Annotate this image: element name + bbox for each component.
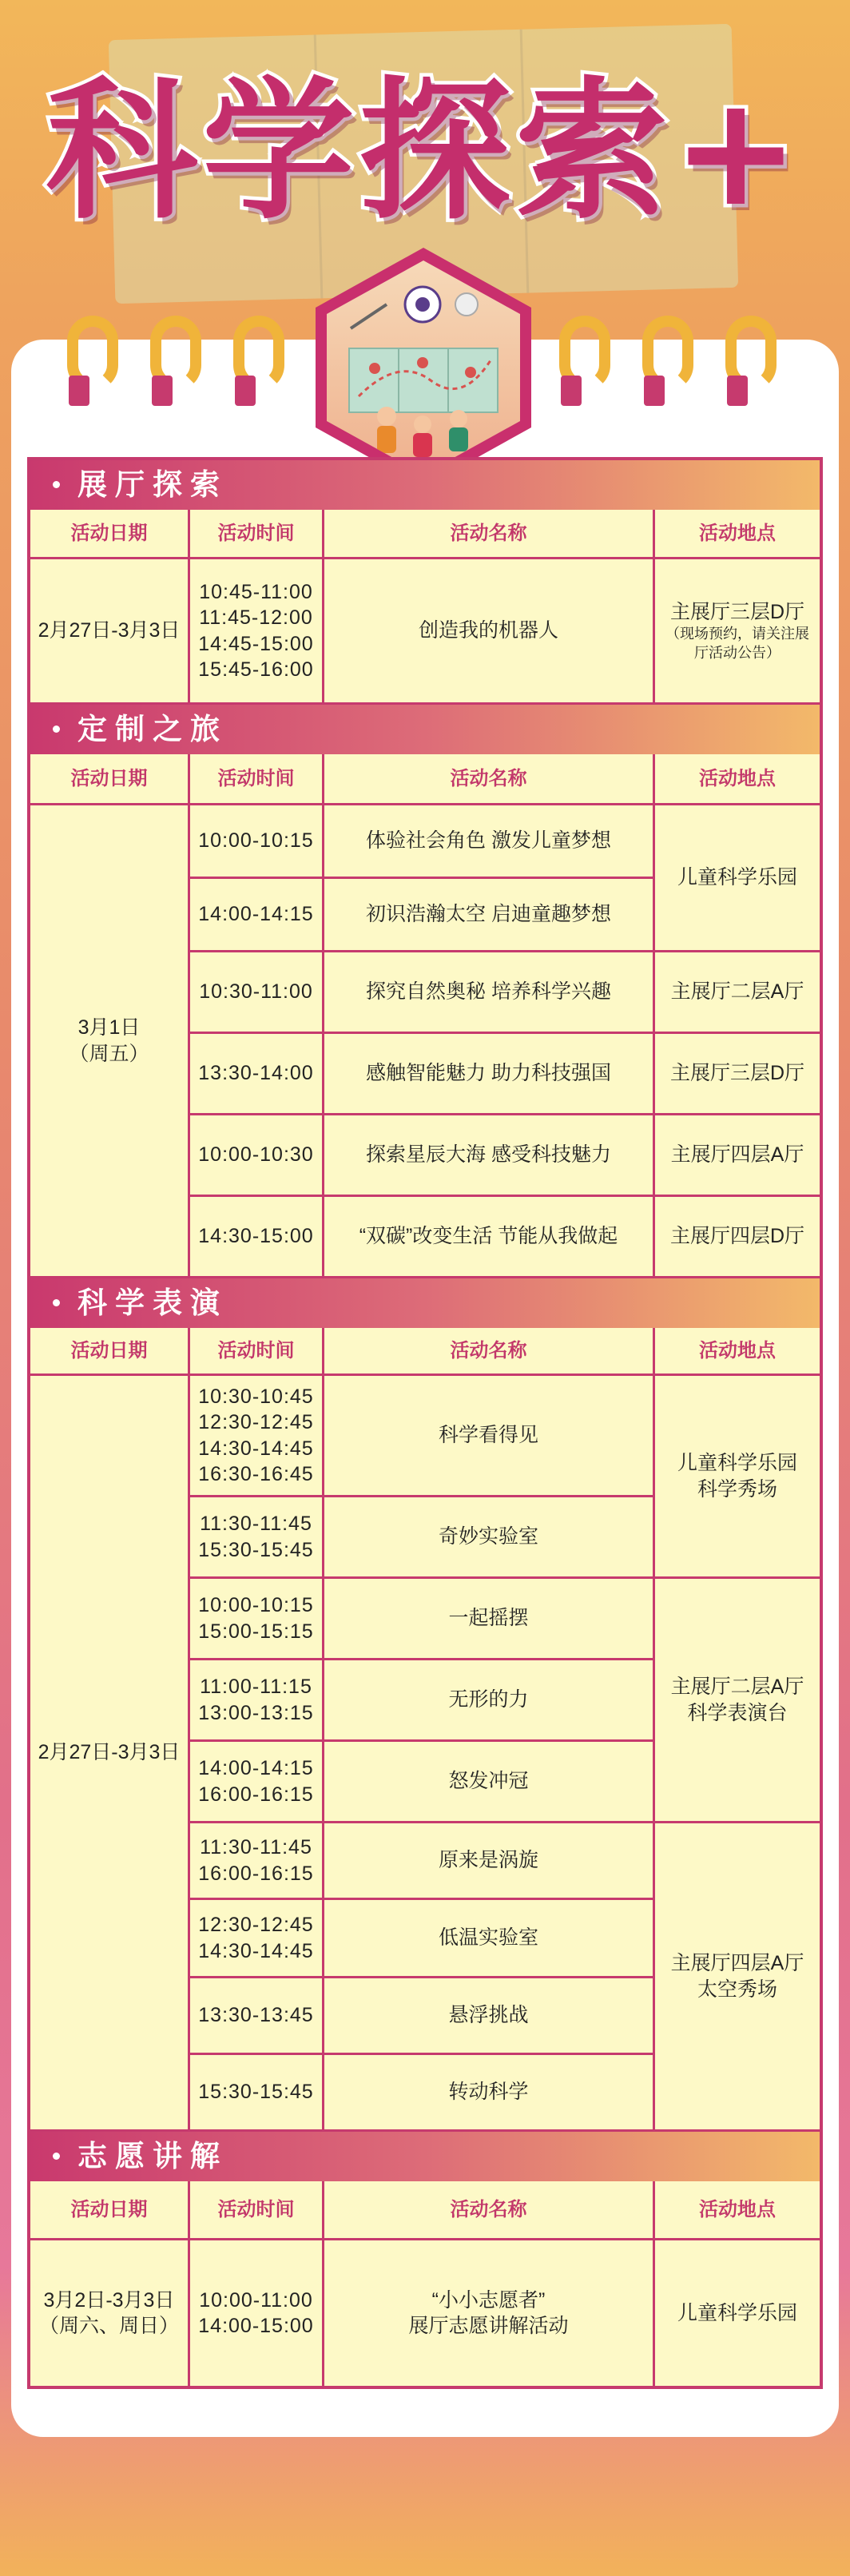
activity-name-cell: 奇妙实验室 bbox=[324, 1497, 655, 1579]
activity-name-cell: 科学看得见 bbox=[324, 1376, 655, 1497]
activity-name-cell: 原来是涡旋 bbox=[324, 1823, 655, 1900]
activity-name-cell: 一起摇摆 bbox=[324, 1579, 655, 1660]
place-text: 主展厅三层D厅 bbox=[669, 600, 805, 623]
time-cell: 13:30-14:00 bbox=[190, 1034, 324, 1115]
place-note: （现场预约，请关注展厅活动公告） bbox=[665, 626, 809, 661]
time-cell: 15:30-15:45 bbox=[190, 2055, 324, 2132]
binder-peg bbox=[644, 376, 665, 406]
col-header-time: 活动时间 bbox=[190, 2181, 324, 2240]
col-header-date: 活动日期 bbox=[30, 754, 190, 805]
col-header-place: 活动地点 bbox=[655, 510, 820, 559]
place-cell: 主展厅四层A厅 bbox=[655, 1115, 820, 1197]
col-header-date: 活动日期 bbox=[30, 2181, 190, 2240]
place-cell: 儿童科学乐园 bbox=[655, 805, 820, 952]
place-cell: 主展厅二层A厅 bbox=[655, 952, 820, 1034]
place-cell: 主展厅二层A厅 科学表演台 bbox=[655, 1579, 820, 1823]
col-header-name: 活动名称 bbox=[324, 2181, 655, 2240]
time-cell: 10:30-11:00 bbox=[190, 952, 324, 1034]
binder-peg bbox=[235, 376, 256, 406]
time-cell: 10:00-10:15 15:00-15:15 bbox=[190, 1579, 324, 1660]
time-cell: 13:30-13:45 bbox=[190, 1978, 324, 2055]
activity-name-cell: “小小志愿者” 展厅志愿讲解活动 bbox=[324, 2240, 655, 2386]
section-header-science-show: 科学表演 bbox=[30, 1278, 820, 1328]
activity-name-cell: 转动科学 bbox=[324, 2055, 655, 2132]
date-cell: 2月27日-3月3日 bbox=[30, 1376, 190, 2132]
col-header-place: 活动地点 bbox=[655, 2181, 820, 2240]
time-cell: 14:00-14:15 16:00-16:15 bbox=[190, 1742, 324, 1823]
time-cell: 11:30-11:45 15:30-15:45 bbox=[190, 1497, 324, 1579]
col-header-name: 活动名称 bbox=[324, 754, 655, 805]
time-cell: 14:30-15:00 bbox=[190, 1197, 324, 1278]
time-cell: 14:00-14:15 bbox=[190, 879, 324, 952]
page-title: 科学探索+ bbox=[46, 63, 804, 240]
place-cell: 儿童科学乐园 bbox=[677, 2301, 797, 2324]
binder-peg bbox=[152, 376, 173, 406]
activity-name-cell: 怒发冲冠 bbox=[324, 1742, 655, 1823]
activity-name-cell: 初识浩瀚太空 启迪童趣梦想 bbox=[324, 879, 655, 952]
place-cell: 主展厅四层D厅 bbox=[655, 1197, 820, 1278]
col-header-place: 活动地点 bbox=[655, 754, 820, 805]
place-cell: 主展厅四层A厅 太空秀场 bbox=[655, 1823, 820, 2132]
time-cell: 10:30-10:45 12:30-12:45 14:30-14:45 16:30-16:45 bbox=[190, 1376, 324, 1497]
binder-peg bbox=[69, 376, 89, 406]
activity-name-cell: 无形的力 bbox=[324, 1660, 655, 1742]
time-cell: 10:45-11:00 11:45-12:00 14:45-15:00 15:45-16:00 bbox=[190, 559, 324, 705]
binder-peg bbox=[561, 376, 582, 406]
time-cell: 12:30-12:45 14:30-14:45 bbox=[190, 1900, 324, 1978]
col-header-time: 活动时间 bbox=[190, 510, 324, 559]
activity-name-cell: 探究自然奥秘 培养科学兴趣 bbox=[324, 952, 655, 1034]
place-cell: 儿童科学乐园 科学秀场 bbox=[655, 1376, 820, 1579]
col-header-date: 活动日期 bbox=[30, 1328, 190, 1376]
date-cell: 3月2日-3月3日 （周六、周日） bbox=[30, 2240, 190, 2386]
activity-name-cell: 感触智能魅力 助力科技强国 bbox=[324, 1034, 655, 1115]
time-cell: 10:00-11:00 14:00-15:00 bbox=[190, 2240, 324, 2386]
activity-name-cell: 体验社会角色 激发儿童梦想 bbox=[324, 805, 655, 879]
schedule-table bbox=[27, 457, 823, 2389]
activity-name-cell: 低温实验室 bbox=[324, 1900, 655, 1978]
date-cell: 2月27日-3月3日 bbox=[30, 559, 190, 705]
col-header-place: 活动地点 bbox=[655, 1328, 820, 1376]
activity-name-cell: 探索星辰大海 感受科技魅力 bbox=[324, 1115, 655, 1197]
binder-peg bbox=[727, 376, 748, 406]
activity-name-cell: 悬浮挑战 bbox=[324, 1978, 655, 2055]
time-cell: 10:00-10:15 bbox=[190, 805, 324, 879]
section-header-custom-tour: 定制之旅 bbox=[30, 705, 820, 754]
time-cell: 10:00-10:30 bbox=[190, 1115, 324, 1197]
time-cell: 11:00-11:15 13:00-13:15 bbox=[190, 1660, 324, 1742]
place-cell bbox=[655, 559, 820, 705]
section-header-volunteer: 志愿讲解 bbox=[30, 2132, 820, 2181]
col-header-name: 活动名称 bbox=[324, 1328, 655, 1376]
activity-name-cell: “双碳”改变生活 节能从我做起 bbox=[324, 1197, 655, 1278]
col-header-name: 活动名称 bbox=[324, 510, 655, 559]
date-cell: 3月1日 （周五） bbox=[30, 805, 190, 1278]
section-header-exhibit: 展厅探索 bbox=[30, 460, 820, 510]
time-cell: 11:30-11:45 16:00-16:15 bbox=[190, 1823, 324, 1900]
col-header-time: 活动时间 bbox=[190, 1328, 324, 1376]
place-cell: 主展厅三层D厅 bbox=[655, 1034, 820, 1115]
col-header-time: 活动时间 bbox=[190, 754, 324, 805]
activity-name-cell: 创造我的机器人 bbox=[324, 559, 655, 705]
col-header-date: 活动日期 bbox=[30, 510, 190, 559]
